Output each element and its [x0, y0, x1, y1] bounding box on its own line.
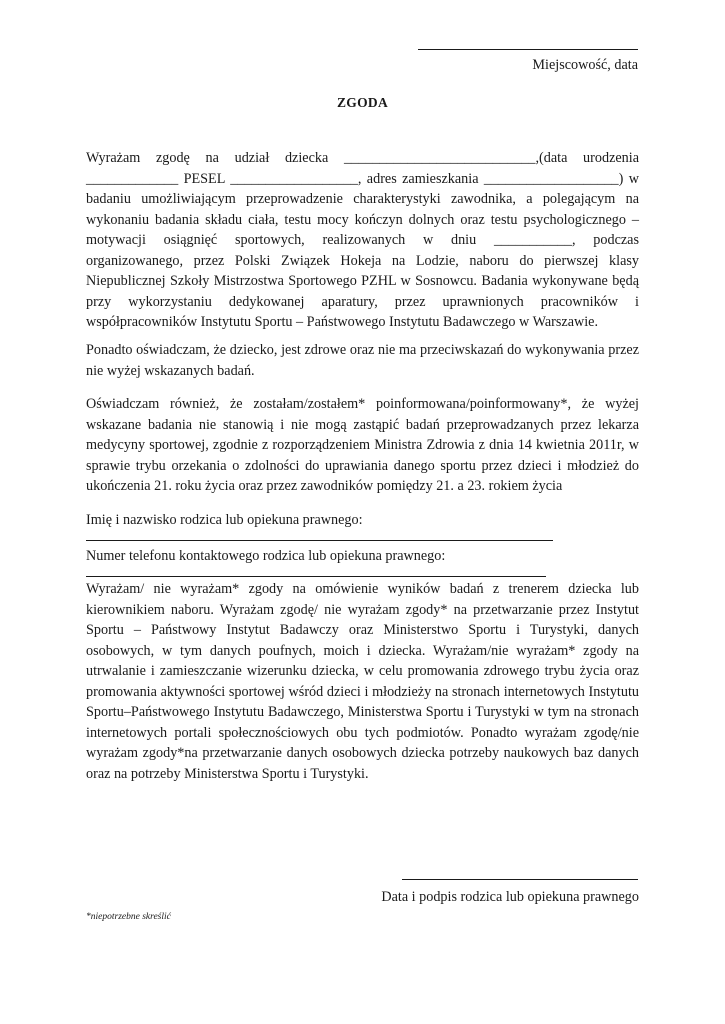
guardian-name-label: Imię i nazwisko rodzica lub opiekuna prawnego: — [86, 512, 363, 528]
health-paragraph: Ponadto oświadczam, że dziecko, jest zdrowe oraz nie ma przeciwskazań do wykonywania przez nie wyżej wskazanych badań. — [86, 342, 639, 379]
footnote: *niepotrzebne skreślić — [86, 912, 171, 922]
signature-line — [402, 879, 638, 880]
consent-paragraph: Wyrażam zgodę na udział dziecka ___________________________,(data urodzenia _____________ PESEL __________________, adres zamieszkania ___________________) w badaniu umożliwiającym przeprowadzenie charakterystyki zawodnika, a polegającym na wykonaniu badania składu ciała, testu mocy kończyn dolnych oraz testu psychologicznego – motywacji osiągnięć sportowych, realizowanych w dniu ___________, podczas organizowanego, przez Polski Związek Hokeja na Lodzie, naboru do pierwszej klasy Niepublicznej Szkoły Mistrzostwa Sportowego PZHL w Sosnowcu. Badania wykonywane będą przy wykorzystaniu dedykowanej aparatury, przez uprawnionych pracowników i współpracowników Instytutu Sportu – Państwowego Instytutu Badawczego w Warszawie. — [86, 150, 639, 330]
place-date-line — [418, 49, 638, 50]
document-title: ZGODA — [336, 95, 388, 110]
guardian-name-line — [86, 540, 553, 541]
guardian-phone-label: Numer telefonu kontaktowego rodzica lub opiekuna prawnego: — [86, 548, 446, 564]
informed-paragraph: Oświadczam również, że zostałam/zostałem* poinformowana/poinformowany*, że wyżej wskazane badania nie stanowią i nie mogą zastąpić badań przeprowadzanych przez lekarza medycyny sportowej, zgodnie z rozporządzeniem Ministra Zdrowia z dnia 14 kwietnia 2011r, w sprawie trybu orzekania o zdolności do uprawiania danego sportu przez dzieci i młodzież do ukończenia 21. roku życia oraz przez zawodników pomiędzy 21. a 23. rokiem życia — [86, 396, 639, 494]
results-consent-paragraph: Wyrażam/ nie wyrażam* zgody na omówienie wyników badań z trenerem dziecka lub kierownikiem naboru. Wyrażam zgodę/ nie wyrażam zgody* na przetwarzanie przez Instytut Sportu – Państwowy Instytut Badawczy oraz Ministerstwo Sportu i Turystyki, danych osobowych, w tym danych poufnych, moich i dziecka. Wyrażam/nie wyrażam* zgody na utrwalanie i zamieszczanie wizerunku dziecka, w celu promowania zdrowego trybu życia oraz promowania aktywności sportowej wśród dzieci i młodzieży na stronach internetowych Instytutu Sportu–Państwowego Instytutu Badawczego, Ministerstwa Sportu i Turystyki w tym na stronach internetowych portali społecznościowych obu tych podmiotów. Ponadto wyrażam zgodę/nie wyrażam zgody*na przetwarzanie danych osobowych dziecka potrzeby naukowych baz danych oraz na potrzeby Ministerstwa Sportu i Turystyki. — [86, 581, 639, 782]
guardian-phone-line — [86, 576, 546, 577]
signature-label: Data i podpis rodzica lub opiekuna prawnego — [381, 889, 639, 905]
place-date-label: Miejscowość, data — [532, 57, 638, 73]
